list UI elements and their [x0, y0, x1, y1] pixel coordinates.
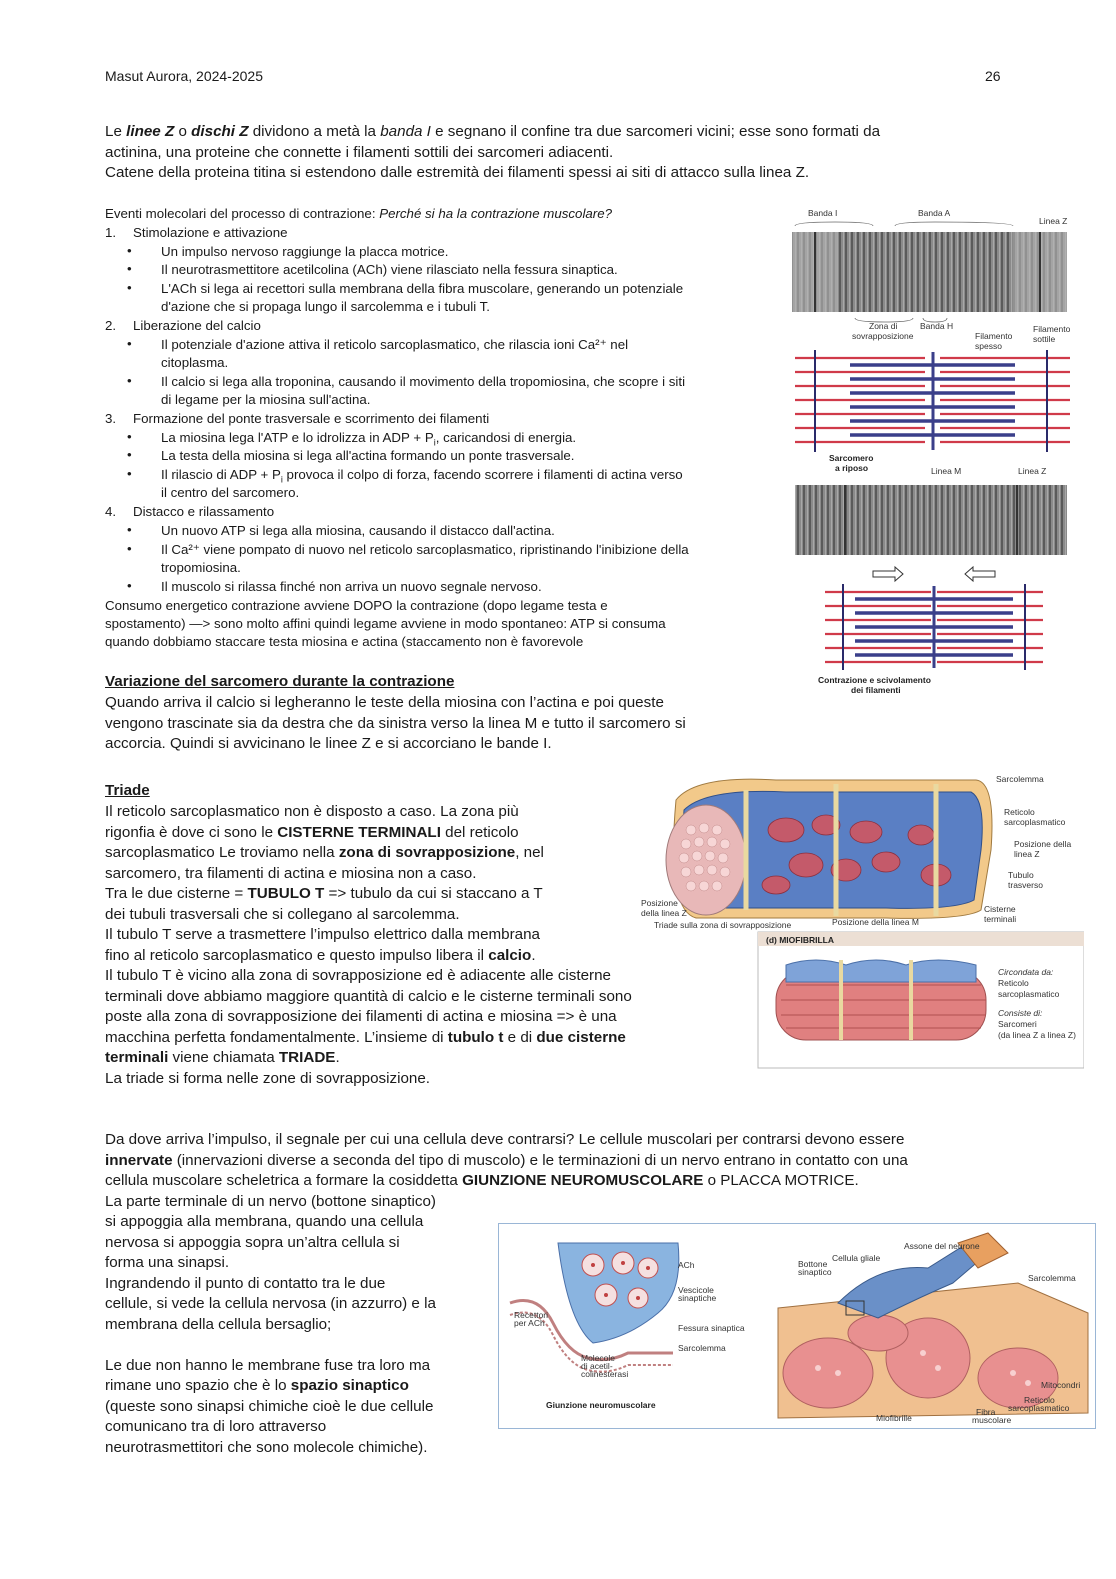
label-molecole: Molecole: [581, 1353, 616, 1363]
bullet-text: d'azione che si propaga lungo il sarcolemma e i tubuli T.: [161, 299, 490, 314]
intro-line-1: Le linee Z o dischi Z dividono a metà la banda I e segnano il confine tra due sarcomeri vicini; esse sono formati da: [105, 123, 881, 140]
svg-text:sottile: sottile: [1033, 334, 1056, 344]
micrograph-contracted: [795, 485, 1067, 555]
svg-text:muscolare: muscolare: [972, 1415, 1012, 1425]
step-label: Stimolazione e attivazione: [133, 225, 288, 240]
triade-line: sarcoplasmatico Le troviamo nella zona di sovrapposizione, nel: [105, 844, 544, 861]
label-sarcolemma-right: Sarcolemma: [1028, 1273, 1076, 1283]
triade-line: terminali viene chiamata TRIADE.: [105, 1049, 340, 1066]
label-mitocondri: Mitocondri: [1041, 1380, 1081, 1390]
svg-text:sovrapposizione: sovrapposizione: [852, 331, 914, 341]
events-title: Eventi molecolari del processo di contrazione: Perché si ha la contrazione muscolare?: [105, 206, 613, 221]
giunzione-line: comunicano tra di loro attraverso: [105, 1418, 327, 1435]
triade-line: La triade si forma nelle zone di sovrapposizione.: [105, 1070, 431, 1087]
label-linea-z-top: Linea Z: [1039, 216, 1068, 226]
triade-line: fino al reticolo sarcoplasmatico e questo impulso libera il calcio.: [105, 947, 536, 964]
triade-line: Il tubulo T serve a trasmettere l’impulso elettrico dalla membrana: [105, 926, 541, 943]
bullet-text: Il calcio si lega alla troponina, causando il movimento della tropomiosina, che scopre i siti: [161, 374, 686, 389]
step-label: Formazione del ponte trasversale e scorrimento dei filamenti: [133, 411, 490, 426]
triade-line: dei tubuli trasversali che si collegano al sarcolemma.: [105, 906, 460, 923]
svg-text:a riposo: a riposo: [835, 463, 869, 473]
triade-line: Tra le due cisterne = TUBULO T => tubulo da cui si staccano a T: [105, 885, 543, 902]
intro-line-3: Catene della proteina titina si estendono dalle estremità dei filamenti spessi ai siti di attacco sulla linea Z.: [105, 164, 810, 181]
label-triade-sovr: Triade sulla zona di sovrapposizione: [654, 920, 792, 930]
label-banda-i: Banda I: [808, 208, 838, 218]
sarcomere-figure: [785, 200, 1085, 700]
triade-line: macchina perfetta fondamentalmente. L’insieme di tubulo t e di due cisterne: [105, 1029, 626, 1046]
svg-text:colinesterasi: colinesterasi: [581, 1369, 629, 1379]
label-cellula-gliale: Cellula gliale: [832, 1253, 881, 1263]
energy-line-3: quando dobbiamo staccare testa miosina e actina (staccamento non è favorevole: [105, 634, 584, 649]
label-banda-h: Banda H: [920, 321, 954, 331]
svg-text:per ACh: per ACh: [514, 1318, 545, 1328]
bullet: •: [127, 466, 132, 481]
giunzione-line: cellule, si vede la cellula nervosa (in azzurro) e la: [105, 1295, 436, 1312]
giunzione-line: Le due non hanno le membrane fuse tra loro ma: [105, 1357, 431, 1374]
svg-text:trasverso: trasverso: [1008, 880, 1043, 890]
bullet-text: Un nuovo ATP si lega alla miosina, causando il distacco dall'actina.: [161, 523, 555, 538]
svg-text:linea Z: linea Z: [1014, 849, 1040, 859]
myofibril-drawing: [776, 960, 986, 1040]
step-label: Liberazione del calcio: [133, 318, 261, 333]
label-circondata: Circondata da:: [998, 967, 1054, 977]
bullet: •: [127, 541, 132, 556]
page-number: 26: [985, 68, 1001, 84]
label-zona-sovr: Zona di: [869, 321, 898, 331]
bullet-text: Il neurotrasmettitore acetilcolina (ACh) viene rilasciato nella fessura sinaptica.: [161, 262, 618, 277]
giunzione-line: membrana della cellula bersaglio;: [105, 1316, 332, 1333]
myofiber-3d: [666, 779, 992, 918]
bullet: •: [127, 578, 132, 593]
energy-line-2: spostamento) —> sono molto affini quindi legame avviene in modo spontaneo: ATP si consuma: [105, 616, 666, 631]
label-assone: Assone del neurone: [904, 1241, 980, 1251]
variazione-title: Variazione del sarcomero durante la contrazione: [105, 673, 455, 690]
sarcomere-relaxed-diagram: [795, 350, 1070, 452]
step-label: Distacco e rilassamento: [133, 504, 275, 519]
svg-text:Reticolo: Reticolo: [998, 978, 1029, 988]
label-pos-linea-m: Posizione della linea M: [832, 917, 919, 927]
triade-line: Il tubulo T è vicino alla zona di sovrapposizione ed è adiacente alle cisterne: [105, 967, 612, 984]
giunzione-line: forma una sinapsi.: [105, 1254, 230, 1271]
intro-line-2: actinina, una proteine che connette i filamenti sottili dei sarcomeri adiacenti.: [105, 144, 614, 161]
giunzione-line: cellula muscolare scheletrica a formare la cosiddetta GIUNZIONE NEUROMUSCOLARE o PLACCA MOTRICE.: [105, 1172, 859, 1189]
bullet: •: [127, 522, 132, 537]
bullet-text: Un impulso nervoso raggiunge la placca motrice.: [161, 244, 449, 259]
step-num: 2.: [105, 318, 117, 333]
bullet-text: Il Ca²⁺ viene pompato di nuovo nel reticolo sarcoplasmatico, ripristinando l'inibizione della: [161, 542, 689, 557]
bullet-text: Il muscolo si rilassa finché non arriva un nuovo segnale nervoso.: [161, 579, 542, 594]
label-tubulo: Tubulo: [1008, 870, 1034, 880]
label-linea-z-mid: Linea Z: [1018, 466, 1047, 476]
label-fil-spesso: Filamento: [975, 331, 1013, 341]
triad-figure: [636, 770, 1084, 1070]
svg-text:sarcoplasmatico: sarcoplasmatico: [1008, 1403, 1070, 1413]
svg-text:sarcoplasmatico: sarcoplasmatico: [1004, 817, 1066, 827]
bullet-text: La miosina lega l'ATP e lo idrolizza in ADP + $P_i$, caricandosi di energia.: [161, 430, 577, 448]
svg-text:sarcoplasmatico: sarcoplasmatico: [998, 989, 1060, 999]
label-vescicole: Vescicole: [678, 1285, 714, 1295]
svg-text:della linea Z: della linea Z: [641, 908, 687, 918]
step-num: 1.: [105, 225, 117, 240]
svg-text:sinaptico: sinaptico: [798, 1267, 832, 1277]
nmj-figure: [498, 1223, 1096, 1429]
triade-line: Il reticolo sarcoplasmatico non è disposto a caso. La zona più: [105, 803, 519, 820]
label-sarcolemma: Sarcolemma: [996, 774, 1044, 784]
bullet: •: [127, 373, 132, 388]
bullet-text: il centro del sarcomero.: [161, 485, 300, 500]
svg-text:dei filamenti: dei filamenti: [851, 685, 901, 695]
giunzione-line: rimane uno spazio che è lo spazio sinaptico: [105, 1377, 409, 1394]
sarcomere-contracted-diagram: [825, 567, 1043, 670]
giunzione-line: innervate (innervazioni diverse a seconda del tipo di muscolo) e le terminazioni di un nervo entrano in contatto con una: [105, 1152, 908, 1169]
bullet-text: Il potenziale d'azione attiva il reticolo sarcoplasmatico, che rilascia ioni Ca²⁺ nel: [161, 337, 629, 352]
variazione-line: accorcia. Quindi si avvicinano le linee Z e si accorciano le bande I.: [105, 735, 552, 752]
label-sarcolemma-inset: Sarcolemma: [678, 1343, 726, 1353]
bullet-text: tropomiosina.: [161, 560, 241, 575]
triade-line: poste alla zona di sovrapposizione dei filamenti di actina e miosina => è una: [105, 1008, 617, 1025]
svg-text:di acetil-: di acetil-: [581, 1361, 613, 1371]
label-banda-a: Banda A: [918, 208, 951, 218]
giunzione-line: La parte terminale di un nervo (bottone sinaptico): [105, 1193, 436, 1210]
giunzione-line: neurotrasmettitori che sono molecole chimiche).: [105, 1439, 428, 1456]
label-reticolo: Reticolo: [1004, 807, 1035, 817]
step-num: 3.: [105, 411, 117, 426]
bullet-text: La testa della miosina si lega all'actina formando un ponte trasversale.: [161, 448, 575, 463]
label-giunzione: Giunzione neuromuscolare: [546, 1400, 656, 1410]
bullet: •: [127, 261, 132, 276]
page-header-left: Masut Aurora, 2024-2025: [105, 68, 263, 84]
label-cisterne: Cisterne: [984, 904, 1016, 914]
giunzione-line: (queste sono sinapsi chimiche cioè le due cellule: [105, 1398, 434, 1415]
svg-text:terminali: terminali: [984, 914, 1017, 924]
label-miofibrilla: (d) MIOFIBRILLA: [766, 935, 834, 945]
bullet-text: di legame per la miosina sull'actina.: [161, 392, 371, 407]
variazione-line: Quando arriva il calcio si legheranno le teste della miosina con l’actina e poi queste: [105, 694, 664, 711]
label-pos-linea-z: Posizione: [641, 898, 678, 908]
label-pos-z: Posizione della: [1014, 839, 1072, 849]
bullet-text: citoplasma.: [161, 355, 229, 370]
label-fil-sottile: Filamento: [1033, 324, 1071, 334]
bullet: •: [127, 447, 132, 462]
triade-line: terminali dove abbiamo maggiore quantità di calcio e le cisterne terminali sono: [105, 988, 632, 1005]
svg-text:sinaptiche: sinaptiche: [678, 1293, 717, 1303]
svg-text:spesso: spesso: [975, 341, 1002, 351]
svg-text:(da linea Z a linea Z): (da linea Z a linea Z): [998, 1030, 1076, 1040]
giunzione-line: nervosa si appoggia sopra un’altra cellula si: [105, 1234, 400, 1251]
bullet: •: [127, 280, 132, 295]
giunzione-line: Ingrandendo il punto di contatto tra le due: [105, 1275, 386, 1292]
label-fibra: Fibra: [976, 1407, 996, 1417]
bullet: •: [127, 429, 132, 444]
svg-text:Sarcomeri: Sarcomeri: [998, 1019, 1037, 1029]
bullet-text: Il rilascio di ADP + $P_i$ provoca il colpo di forza, facendo scorrere i filamenti di actina verso: [161, 467, 683, 485]
label-consiste: Consiste di:: [998, 1008, 1043, 1018]
nmj-inset: [508, 1243, 768, 1423]
label-miofibrille: Miofibrille: [876, 1413, 912, 1423]
triade-title: Triade: [105, 782, 150, 799]
label-reticolo-right: Reticolo: [1024, 1395, 1055, 1405]
triade-line: sarcomero, tra filamenti di actina e miosina non a caso.: [105, 865, 477, 882]
label-linea-m: Linea M: [931, 466, 962, 476]
bullet-text: L'ACh si lega ai recettori sulla membrana della fibra muscolare, generando un potenziale: [161, 281, 684, 296]
giunzione-line: si appoggia alla membrana, quando una cellula: [105, 1213, 424, 1230]
step-num: 4.: [105, 504, 117, 519]
bullet: •: [127, 243, 132, 258]
label-recettori: Recettori: [514, 1310, 549, 1320]
giunzione-line: Da dove arriva l’impulso, il segnale per cui una cellula deve contrarsi? Le cellule muscolari per contrarsi devono essere: [105, 1131, 905, 1148]
label-contrazione: Contrazione e scivolamento: [818, 675, 931, 685]
label-riposo: Sarcomero: [829, 453, 874, 463]
bullet: •: [127, 336, 132, 351]
label-fessura: Fessura sinaptica: [678, 1323, 745, 1333]
label-bottone: Bottone: [798, 1259, 828, 1269]
label-ach: ACh: [678, 1260, 695, 1270]
triade-line: rigonfia è dove ci sono le CISTERNE TERMINALI del reticolo: [105, 824, 519, 841]
energy-line-1: Consumo energetico contrazione avviene DOPO la contrazione (dopo legame testa e: [105, 598, 608, 613]
variazione-line: vengono trascinate sia da destra che da sinistra verso la linea M e tutto il sarcomero si: [105, 715, 686, 732]
